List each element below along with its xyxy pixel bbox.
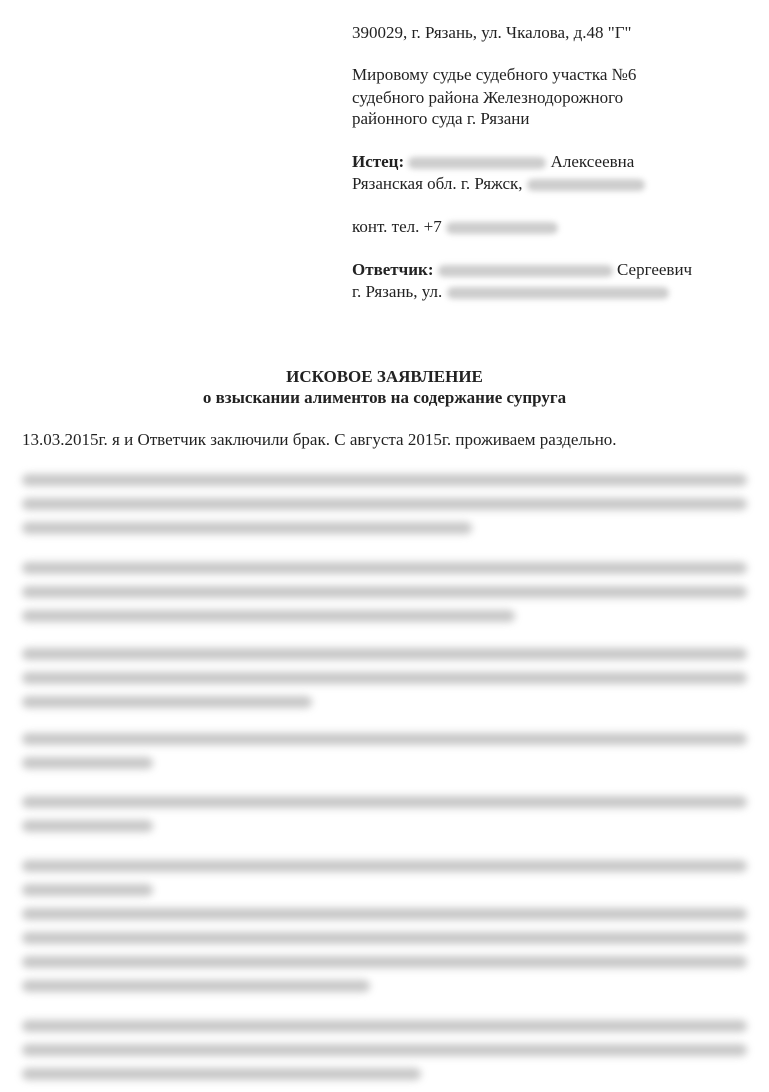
court-recipient-line-2: судебного района Железнодорожного — [352, 88, 624, 107]
court-address: 390029, г. Рязань, ул. Чкалова, д.48 "Г" — [352, 23, 632, 42]
phone-label: конт. тел. +7 — [352, 217, 442, 236]
redacted-paragraph — [22, 648, 747, 720]
defendant-patronymic: Сергеевич — [617, 260, 693, 279]
redacted-paragraph — [22, 1020, 747, 1092]
redacted-defendant-street — [447, 287, 669, 299]
document-subtitle: о взыскании алиментов на содержание супруга — [202, 388, 567, 407]
redacted-paragraph — [22, 474, 747, 546]
defendant-address: г. Рязань, ул. — [352, 282, 443, 301]
plaintiff-label: Истец: — [352, 152, 405, 171]
redacted-phone-number — [446, 222, 558, 234]
defendant-label: Ответчик: — [352, 260, 434, 279]
plaintiff-address-line — [352, 173, 645, 195]
redacted-paragraph — [22, 733, 747, 781]
redacted-paragraph — [22, 562, 747, 634]
phone-line — [352, 216, 558, 238]
plaintiff-line — [352, 151, 634, 173]
redacted-paragraph — [22, 796, 747, 844]
plaintiff-address: Рязанская обл. г. Ряжск, — [352, 174, 523, 193]
first-paragraph: 13.03.2015г. я и Ответчик заключили брак. С августа 2015г. проживаем раздельно. — [22, 430, 617, 449]
redacted-defendant-name — [438, 265, 613, 277]
court-recipient-line-3: районного суда г. Рязани — [352, 109, 530, 128]
document-title: ИСКОВОЕ ЗАЯВЛЕНИЕ — [286, 367, 483, 386]
defendant-address-line — [352, 281, 669, 303]
defendant-line — [352, 259, 692, 281]
redacted-plaintiff-name — [408, 157, 546, 169]
redacted-plaintiff-street — [527, 179, 645, 191]
court-recipient-line-1: Мировому судье судебного участка №6 — [352, 65, 637, 84]
redacted-paragraph — [22, 860, 747, 1004]
plaintiff-patronymic: Алексеевна — [550, 152, 635, 171]
